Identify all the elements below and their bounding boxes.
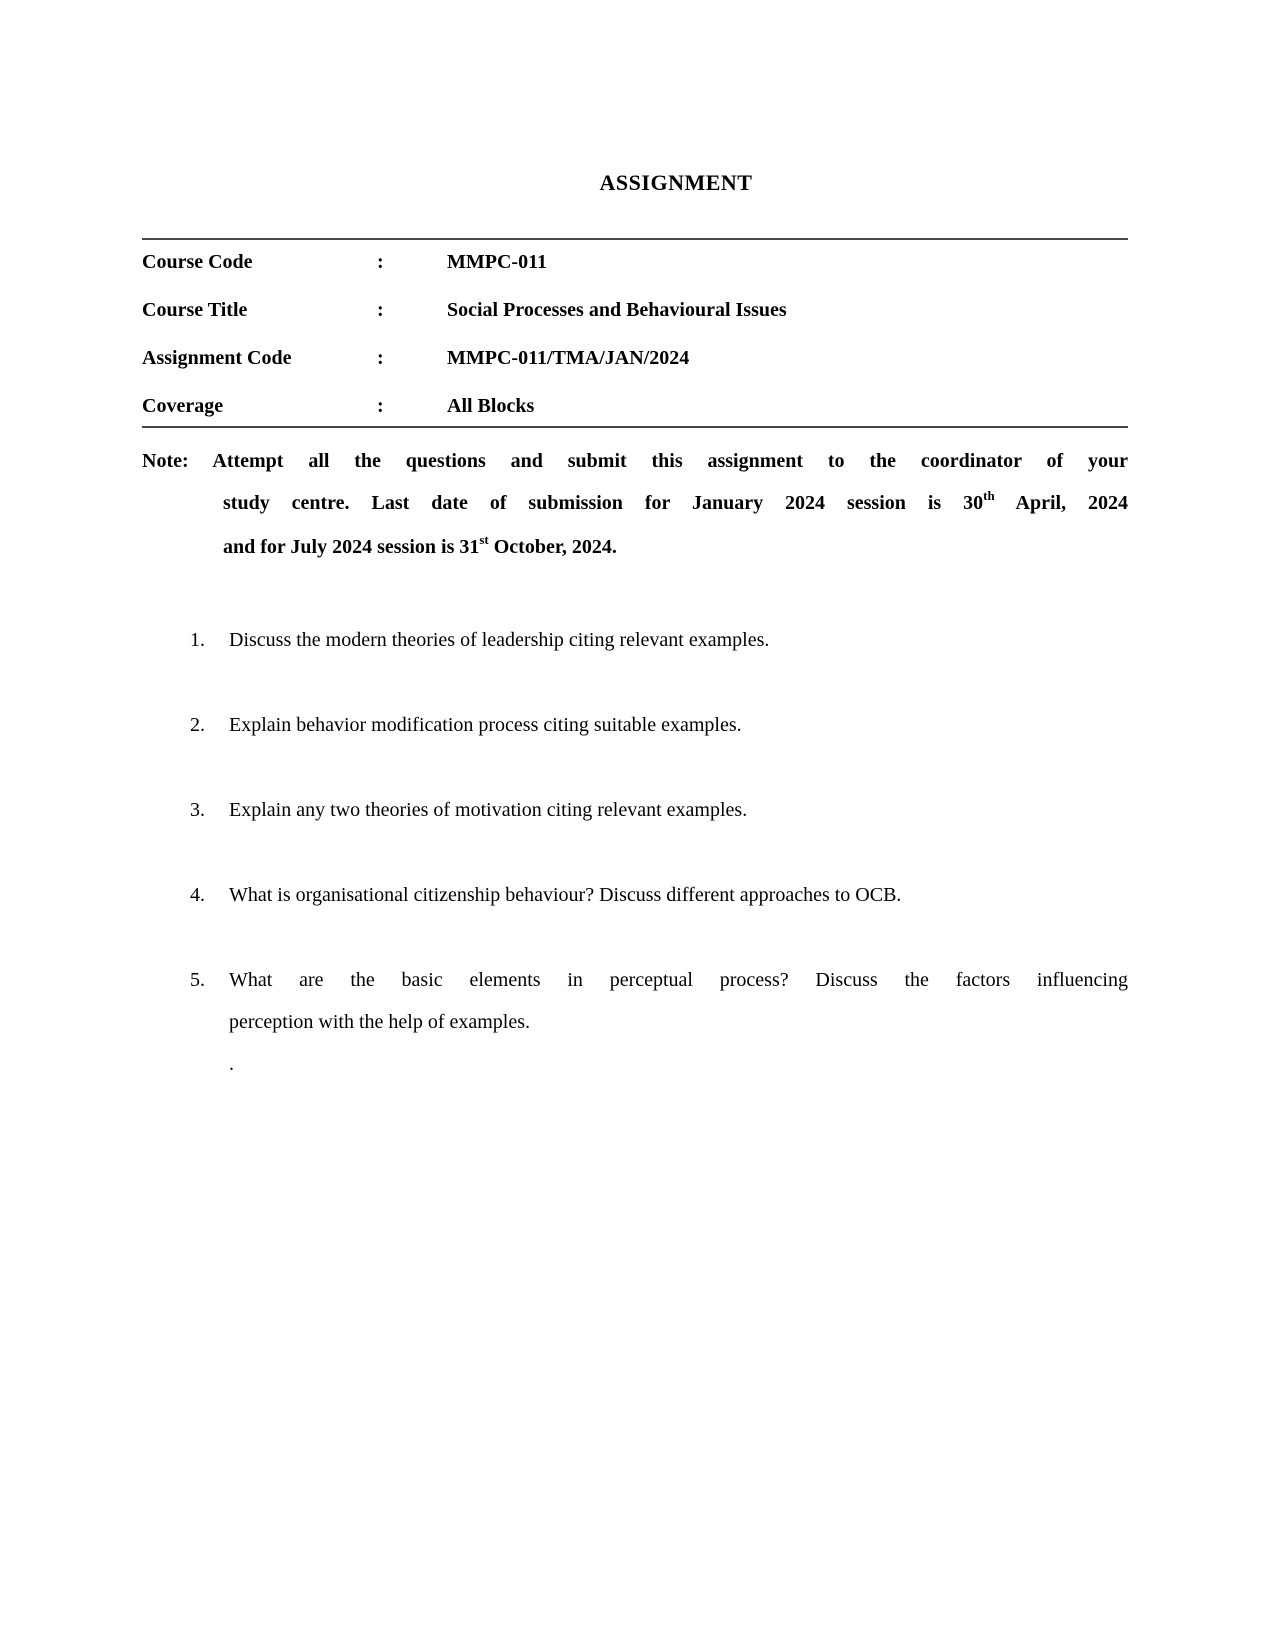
ordinal-superscript: st <box>479 532 489 547</box>
row-separator: : <box>377 395 384 417</box>
row-value: Social Processes and Behavioural Issues <box>447 299 787 321</box>
question-list <box>142 619 1128 1085</box>
question-item-2 <box>142 704 1128 746</box>
row-separator: : <box>377 299 384 321</box>
note-text: and for July 2024 session is 31 <box>223 536 480 558</box>
question-number: 1. <box>190 629 205 651</box>
row-value: MMPC-011 <box>447 251 547 273</box>
question-item-3 <box>142 789 1128 831</box>
question-text: Discuss the modern theories of leadership citing relevant examples. <box>229 629 770 651</box>
ordinal-superscript: th <box>983 488 995 503</box>
note-line-3 <box>142 526 1128 570</box>
row-label: Assignment Code <box>142 347 292 369</box>
course-info-table <box>142 238 1128 428</box>
question-item-1 <box>142 619 1128 661</box>
stray-period: . <box>229 1053 234 1075</box>
question-text: Explain any two theories of motivation citing relevant examples. <box>229 799 748 821</box>
question-text: Explain behavior modification process citing suitable examples. <box>229 714 742 736</box>
question-number: 2. <box>190 714 205 736</box>
row-label: Coverage <box>142 395 224 417</box>
question-text: What is organisational citizenship behaviour? Discuss different approaches to OCB. <box>229 884 902 906</box>
table-row-course-code <box>142 252 1128 272</box>
question-line-2: perception with the help of examples. <box>229 1011 531 1033</box>
note-text: October, 2024. <box>488 536 617 558</box>
question-item-5 <box>142 959 1128 1085</box>
row-label: Course Title <box>142 299 248 321</box>
table-row-coverage <box>142 396 1128 416</box>
row-separator: : <box>377 347 384 369</box>
table-row-course-title <box>142 300 1128 320</box>
question-number: 3. <box>190 799 205 821</box>
note-text: study centre. Last date of submission for January 2024 session is 30 <box>223 492 984 514</box>
note-text: April, 2024 <box>994 492 1129 514</box>
page-title: ASSIGNMENT <box>599 170 753 195</box>
question-item-4 <box>142 874 1128 916</box>
note-text: Note: Attempt all the questions and submit this assignment to the coordinator of your <box>142 450 1128 472</box>
row-separator: : <box>377 251 384 273</box>
question-line-1: What are the basic elements in perceptual process? Discuss the factors influencing <box>229 969 1128 991</box>
note-paragraph <box>142 440 1128 570</box>
question-number: 4. <box>190 884 205 906</box>
row-value: All Blocks <box>447 395 535 417</box>
question-text <box>229 959 1128 1085</box>
question-number: 5. <box>190 969 205 991</box>
row-label: Course Code <box>142 251 253 273</box>
note-line-1 <box>142 440 1128 482</box>
row-value: MMPC-011/TMA/JAN/2024 <box>447 347 690 369</box>
table-row-assignment-code <box>142 348 1128 368</box>
note-line-2 <box>142 482 1128 526</box>
document-content <box>142 170 1128 1085</box>
